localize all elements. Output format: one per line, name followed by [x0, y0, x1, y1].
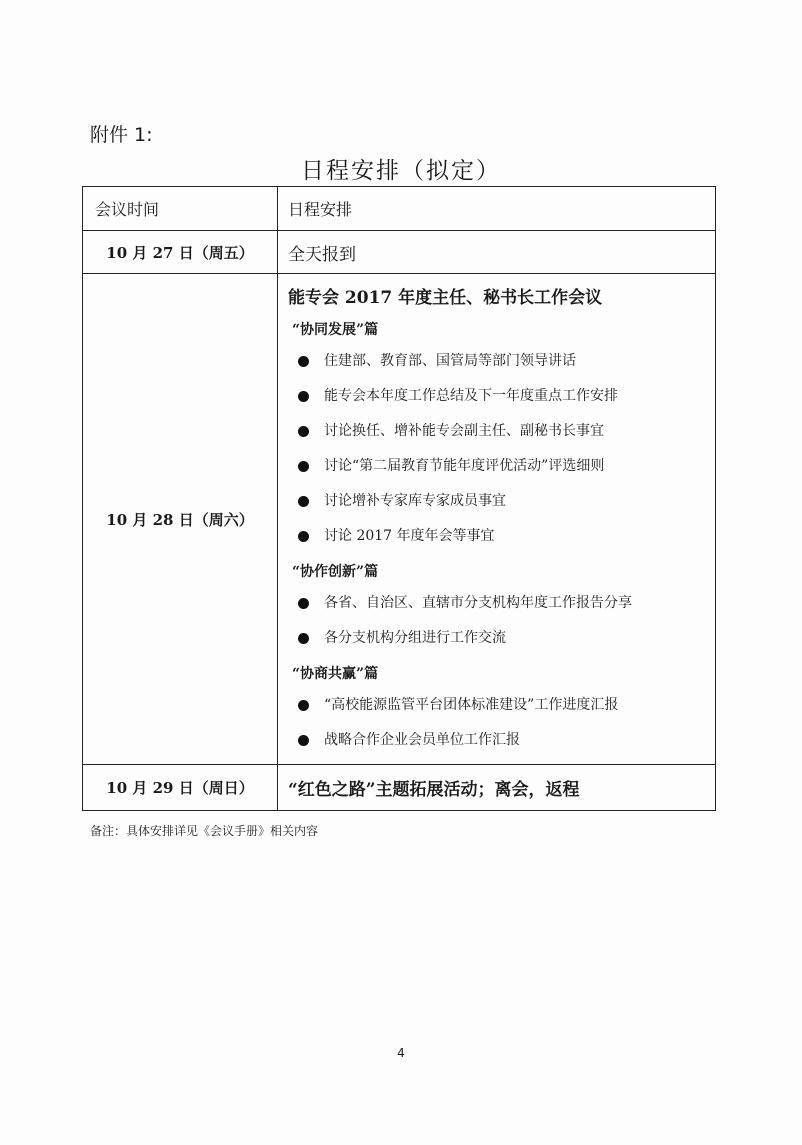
- bullet-icon: [298, 598, 309, 609]
- list-item: [288, 688, 715, 723]
- day1-date: 10 月 27 日（周五）: [83, 231, 278, 274]
- day3-schedule: “红色之路”主题拓展活动；离会，返程: [278, 765, 716, 811]
- table-row-day3: [83, 765, 716, 811]
- list-item: [288, 621, 715, 656]
- section-title: “协作创新”篇: [292, 564, 379, 580]
- document-title: 日程安排（拟定）: [301, 158, 501, 184]
- footnote: 备注：具体安排详见《会议手册》相关内容: [90, 824, 319, 838]
- section-title: “协商共赢”篇: [292, 666, 379, 682]
- list-item: [288, 449, 715, 484]
- list-item-text: 讨论换任、增补能专会副主任、副秘书长事宜: [324, 423, 604, 439]
- list-item: [288, 379, 715, 414]
- list-item: [288, 519, 715, 554]
- list-item-text: 住建部、教育部、国管局等部门领导讲话: [324, 353, 576, 369]
- schedule-table: [82, 186, 716, 811]
- day1-schedule: 全天报到: [278, 231, 716, 274]
- list-item-text: “高校能源监管平台团体标准建设”工作进度汇报: [324, 697, 619, 713]
- list-item-text: 各分支机构分组进行工作交流: [324, 630, 506, 646]
- header-schedule: 日程安排: [278, 187, 716, 231]
- list-item-text: 讨论 2017 年度年会等事宜: [324, 528, 495, 544]
- bullet-icon: [298, 496, 309, 507]
- list-item: [288, 586, 715, 621]
- attachment-label: 附件 1:: [90, 124, 153, 146]
- list-item: [288, 484, 715, 519]
- day3-date: 10 月 29 日（周日）: [83, 765, 278, 811]
- bullet-icon: [298, 735, 309, 746]
- day2-schedule: [278, 274, 716, 765]
- bullet-icon: [298, 356, 309, 367]
- day2-date: 10 月 28 日（周六）: [83, 274, 278, 765]
- list-item-text: 讨论“第二届教育节能年度评优活动”评选细则: [324, 458, 605, 474]
- bullet-icon: [298, 461, 309, 472]
- list-item-text: 讨论增补专家库专家成员事宜: [324, 493, 506, 509]
- list-item-text: 能专会本年度工作总结及下一年度重点工作安排: [324, 388, 618, 404]
- table-row-day2: [83, 274, 716, 765]
- header-time: 会议时间: [83, 187, 278, 231]
- bullet-icon: [298, 426, 309, 437]
- section-title: “协同发展”篇: [292, 322, 379, 338]
- bullet-icon: [298, 391, 309, 402]
- list-item-text: 战略合作企业会员单位工作汇报: [324, 732, 520, 748]
- table-row-day1: [83, 231, 716, 274]
- bullet-icon: [298, 700, 309, 711]
- list-item-text: 各省、自治区、直辖市分支机构年度工作报告分享: [324, 595, 632, 611]
- meeting-title: 能专会 2017 年度主任、秘书长工作会议: [288, 288, 603, 308]
- list-item: [288, 344, 715, 379]
- bullet-icon: [298, 531, 309, 542]
- list-item: [288, 414, 715, 449]
- bullet-icon: [298, 633, 309, 644]
- table-header-row: [83, 187, 716, 231]
- list-item: [288, 723, 715, 758]
- page-number: 4: [397, 1046, 405, 1060]
